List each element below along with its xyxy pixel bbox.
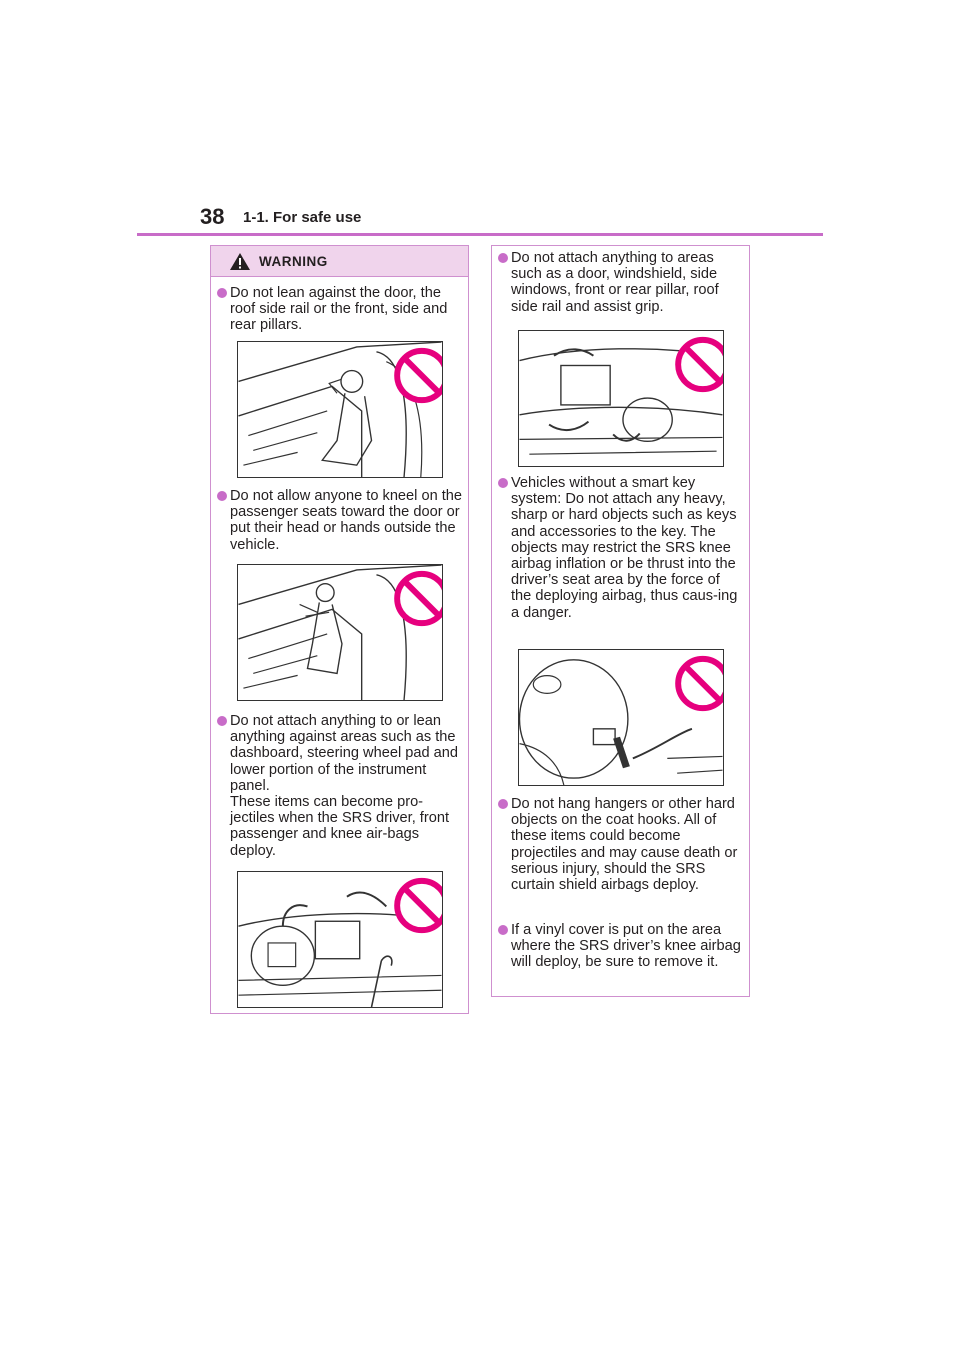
warning-box-left xyxy=(210,245,469,1014)
list-item xyxy=(498,796,744,893)
list-item xyxy=(498,250,744,315)
header-rule xyxy=(137,233,823,236)
item-text: Do not attach anything to or lean anything against areas such as the dashboard, steering wheel pad and lower portion of the instrument panel. These items can become pro-jectiles when the SRS driver, front passenger and knee air-bags deploy. xyxy=(230,713,458,859)
list-item xyxy=(217,285,463,334)
bullet-icon xyxy=(217,716,227,726)
warning-box-right xyxy=(491,245,750,997)
item-text: Vehicles without a smart key system: Do not attach any heavy, sharp or hard objects such as keys and accessories to the key. The objects may restrict the SRS knee airbag inflation or be thrust into the driver’s seat area by the force of the deploying airbag, thus caus-ing a danger. xyxy=(511,475,738,621)
page-number: 38 xyxy=(200,204,225,229)
illustration-key xyxy=(518,649,724,786)
bullet-icon xyxy=(498,799,508,809)
item-text: Do not allow anyone to kneel on the passenger seats toward the door or put their head or hands outside the vehicle. xyxy=(230,488,463,553)
item-text: Do not attach anything to areas such as a door, windshield, side windows, front or rear pillar, roof side rail and assist grip. xyxy=(511,250,719,315)
item-text: Do not hang hangers or other hard objects on the coat hooks. All of these items could become projectiles and may cause death or serious injury, should the SRS curtain shield airbags deploy. xyxy=(511,796,738,894)
illustration-windshield xyxy=(518,330,724,467)
bullet-icon xyxy=(217,288,227,298)
item-text: Do not lean against the door, the roof side rail or the front, side and rear pillars. xyxy=(230,285,448,334)
list-item xyxy=(498,922,744,971)
warning-label: WARNING xyxy=(259,254,328,269)
illustration-lean-door xyxy=(237,341,443,478)
warning-bar xyxy=(211,246,468,277)
list-item xyxy=(498,475,744,621)
list-item xyxy=(217,488,463,553)
section-title: 1-1. For safe use xyxy=(243,209,362,226)
bullet-icon xyxy=(217,491,227,501)
illustration-kneel-seat xyxy=(237,564,443,701)
item-text: If a vinyl cover is put on the area where the SRS driver’s knee airbag will deploy, be sure to remove it. xyxy=(511,922,741,971)
bullet-icon xyxy=(498,925,508,935)
list-item xyxy=(217,713,463,859)
warning-triangle-icon xyxy=(229,252,251,271)
bullet-icon xyxy=(498,478,508,488)
illustration-dashboard xyxy=(237,871,443,1008)
bullet-icon xyxy=(498,253,508,263)
